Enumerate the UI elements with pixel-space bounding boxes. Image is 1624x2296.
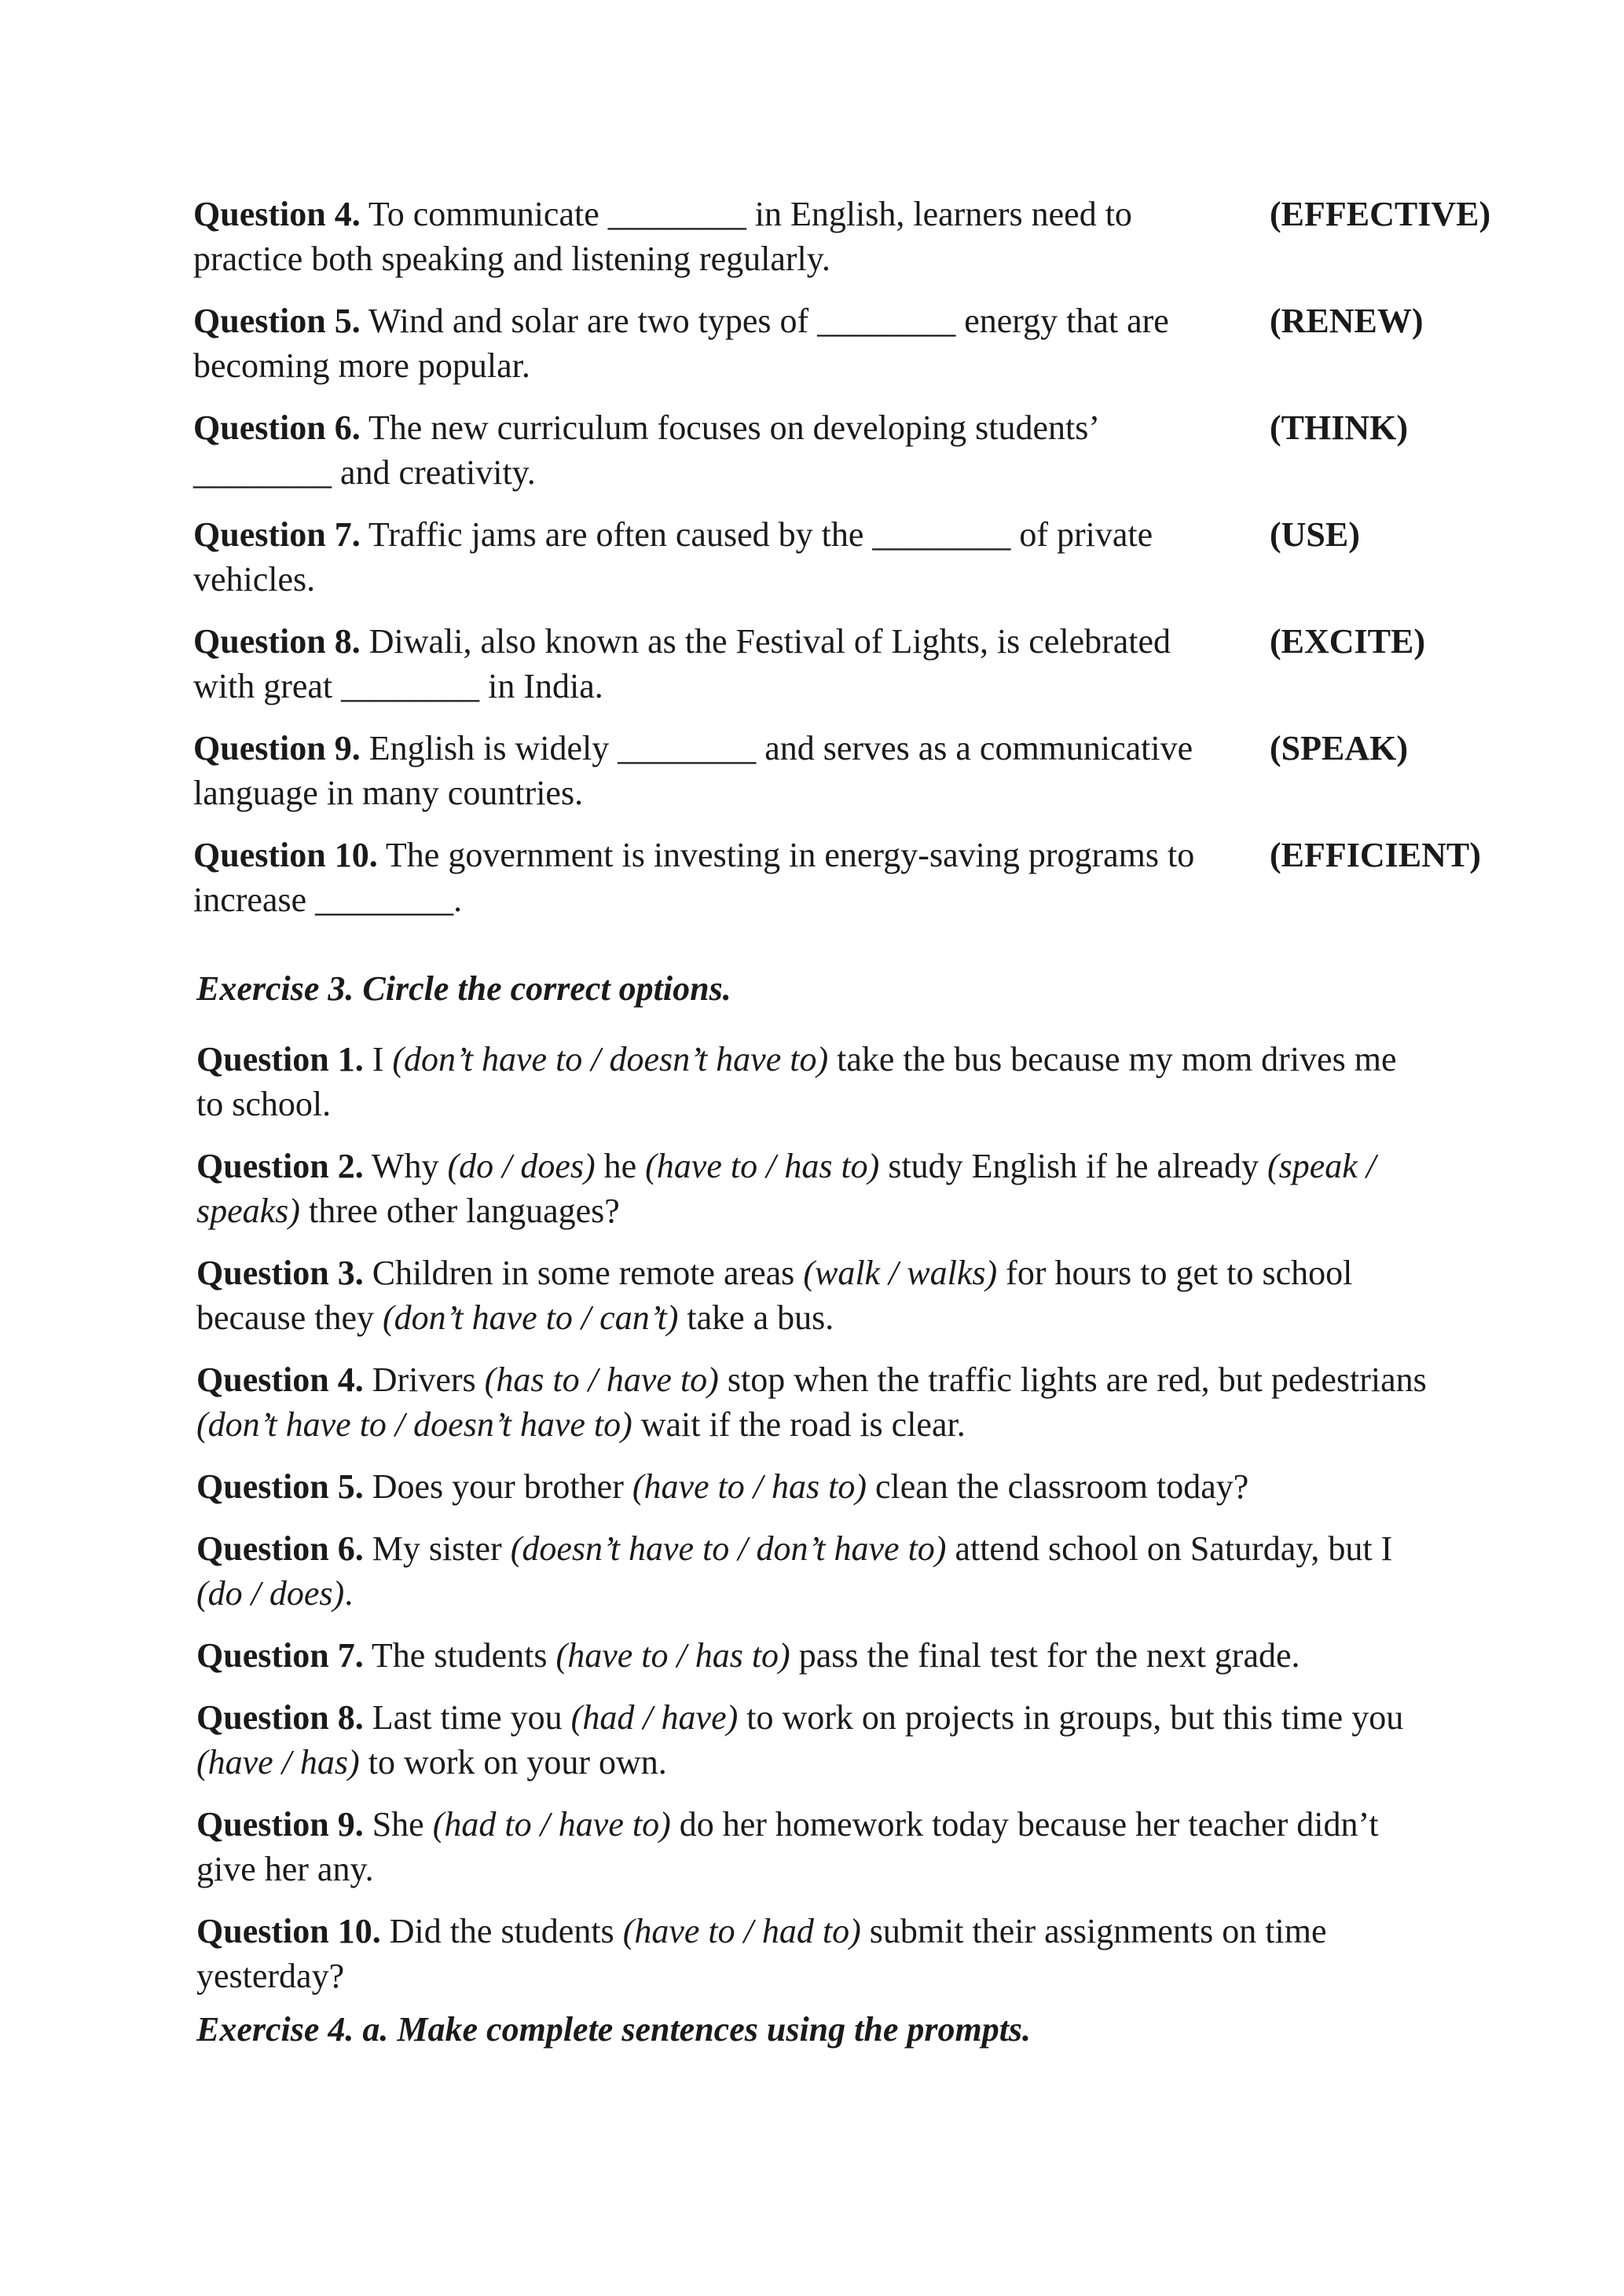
circle-options-question [196, 1526, 1430, 1616]
question-number: Question 8. [196, 1698, 364, 1737]
word-form-question [193, 192, 1529, 281]
option-choice[interactable]: (have to / had to) [622, 1912, 861, 1950]
question-number: Question 5. [196, 1467, 364, 1506]
question-text [193, 512, 1230, 602]
question-text: Did the students [380, 1912, 623, 1950]
question-text: She [363, 1805, 433, 1844]
exercise-3-heading: Exercise 3. Circle the correct options. [196, 969, 731, 1008]
question-number: Question 2. [196, 1147, 364, 1185]
question-number: Question 10. [193, 836, 378, 874]
question-text: attend school on Saturday, but I [946, 1529, 1393, 1568]
word-form-question [193, 512, 1529, 602]
question-text [193, 726, 1230, 815]
question-number: Question 7. [196, 1636, 364, 1675]
option-choice[interactable]: (has to / have to) [484, 1360, 719, 1399]
option-choice[interactable]: (don’t have to / doesn’t have to) [392, 1040, 829, 1078]
option-choice[interactable]: (had / have) [570, 1698, 739, 1737]
option-choice[interactable]: (have to / has to) [555, 1636, 790, 1675]
question-number: Question 1. [196, 1040, 364, 1078]
question-text [193, 192, 1230, 281]
question-sentence: The government is investing in energy-saving programs to increase ________. [193, 836, 1195, 919]
question-number: Question 9. [193, 729, 361, 767]
question-text [193, 833, 1230, 922]
question-text: wait if the road is clear. [632, 1405, 966, 1444]
option-choice[interactable]: (do / does) [447, 1147, 596, 1185]
word-form-question [193, 298, 1529, 388]
question-sentence: English is widely ________ and serves as a communicative language in many countries. [193, 729, 1193, 812]
question-number: Question 6. [196, 1529, 364, 1568]
question-number: Question 3. [196, 1254, 364, 1292]
question-sentence: Traffic jams are often caused by the ________ of private vehicles. [193, 515, 1153, 599]
option-choice[interactable]: (have to / has to) [632, 1467, 867, 1506]
option-choice[interactable]: (had to / have to) [432, 1805, 671, 1844]
question-text: clean the classroom today? [867, 1467, 1249, 1506]
question-text: The students [363, 1636, 556, 1675]
root-word: (EXCITE) [1270, 622, 1426, 661]
question-text: I [363, 1040, 393, 1078]
circle-options-question [196, 1464, 1430, 1509]
option-choice[interactable]: (doesn’t have to / don’t have to) [510, 1529, 947, 1568]
root-word: (EFFECTIVE) [1270, 195, 1491, 233]
question-text: to work on your own. [359, 1743, 667, 1782]
option-choice[interactable]: (speak / speaks) [196, 1147, 1377, 1230]
option-choice[interactable]: (have to / has to) [645, 1147, 880, 1185]
circle-options-question [196, 1633, 1430, 1678]
question-text [193, 619, 1230, 709]
question-text: Drivers [363, 1360, 485, 1399]
question-text: he [595, 1147, 646, 1185]
option-choice[interactable]: (have / has) [196, 1743, 360, 1782]
word-form-question [193, 833, 1529, 922]
question-number: Question 10. [196, 1912, 381, 1950]
option-choice[interactable]: (walk / walks) [803, 1254, 998, 1292]
question-text: . [344, 1574, 354, 1613]
circle-options-question [196, 1357, 1430, 1447]
question-number: Question 4. [193, 195, 361, 233]
circle-options-exercise [196, 1037, 1430, 2016]
circle-options-question [196, 1144, 1430, 1233]
question-text: pass the final test for the next grade. [790, 1636, 1300, 1675]
question-sentence: Diwali, also known as the Festival of Lights, is celebrated with great ________ in India. [193, 622, 1171, 705]
question-text: My sister [363, 1529, 511, 1568]
question-text: do her homework today because her teacher didn’t give her any. [196, 1805, 1379, 1888]
circle-options-question [196, 1251, 1430, 1340]
word-form-question [193, 619, 1529, 709]
question-text: study English if he already [879, 1147, 1267, 1185]
word-form-question [193, 726, 1529, 815]
question-text [193, 405, 1230, 495]
question-text: submit their assignments on time yesterday? [196, 1912, 1327, 1995]
question-number: Question 8. [193, 622, 361, 661]
word-form-exercise [193, 192, 1529, 939]
option-choice[interactable]: (do / does) [196, 1574, 345, 1613]
root-word: (RENEW) [1270, 302, 1424, 340]
circle-options-question [196, 1695, 1430, 1785]
root-word: (USE) [1270, 515, 1360, 554]
question-text: take the bus because my mom drives me to school. [196, 1040, 1397, 1123]
question-number: Question 7. [193, 515, 361, 554]
question-sentence: The new curriculum focuses on developing students’ ________ and creativity. [193, 408, 1098, 492]
word-form-question [193, 405, 1529, 495]
root-word: (EFFICIENT) [1270, 836, 1481, 874]
circle-options-question [196, 1037, 1430, 1126]
root-word: (SPEAK) [1270, 729, 1408, 767]
question-sentence: To communicate ________ in English, learners need to practice both speaking and listening regularly. [193, 195, 1132, 278]
question-text [193, 298, 1230, 388]
question-number: Question 6. [193, 408, 361, 447]
question-text: three other languages? [299, 1192, 620, 1230]
exercise-4-heading: Exercise 4. a. Make complete sentences using the prompts. [196, 2010, 1032, 2049]
circle-options-question [196, 1802, 1430, 1891]
option-choice[interactable]: (don’t have to / can’t) [383, 1298, 679, 1337]
question-number: Question 9. [196, 1805, 364, 1844]
root-word: (THINK) [1270, 408, 1408, 447]
question-text: for hours to get to school because they [196, 1254, 1353, 1337]
option-choice[interactable]: (don’t have to / doesn’t have to) [196, 1405, 632, 1444]
question-sentence: Wind and solar are two types of ________ energy that are becoming more popular. [193, 302, 1169, 385]
question-text: take a bus. [678, 1298, 834, 1337]
question-text: Why [363, 1147, 448, 1185]
question-text: stop when the traffic lights are red, but pedestrians [718, 1360, 1427, 1399]
question-number: Question 5. [193, 302, 361, 340]
question-text: Does your brother [363, 1467, 632, 1506]
question-text: Children in some remote areas [363, 1254, 804, 1292]
question-text: to work on projects in groups, but this time you [738, 1698, 1404, 1737]
question-text: Last time you [363, 1698, 571, 1737]
question-number: Question 4. [196, 1360, 364, 1399]
circle-options-question [196, 1909, 1430, 1998]
